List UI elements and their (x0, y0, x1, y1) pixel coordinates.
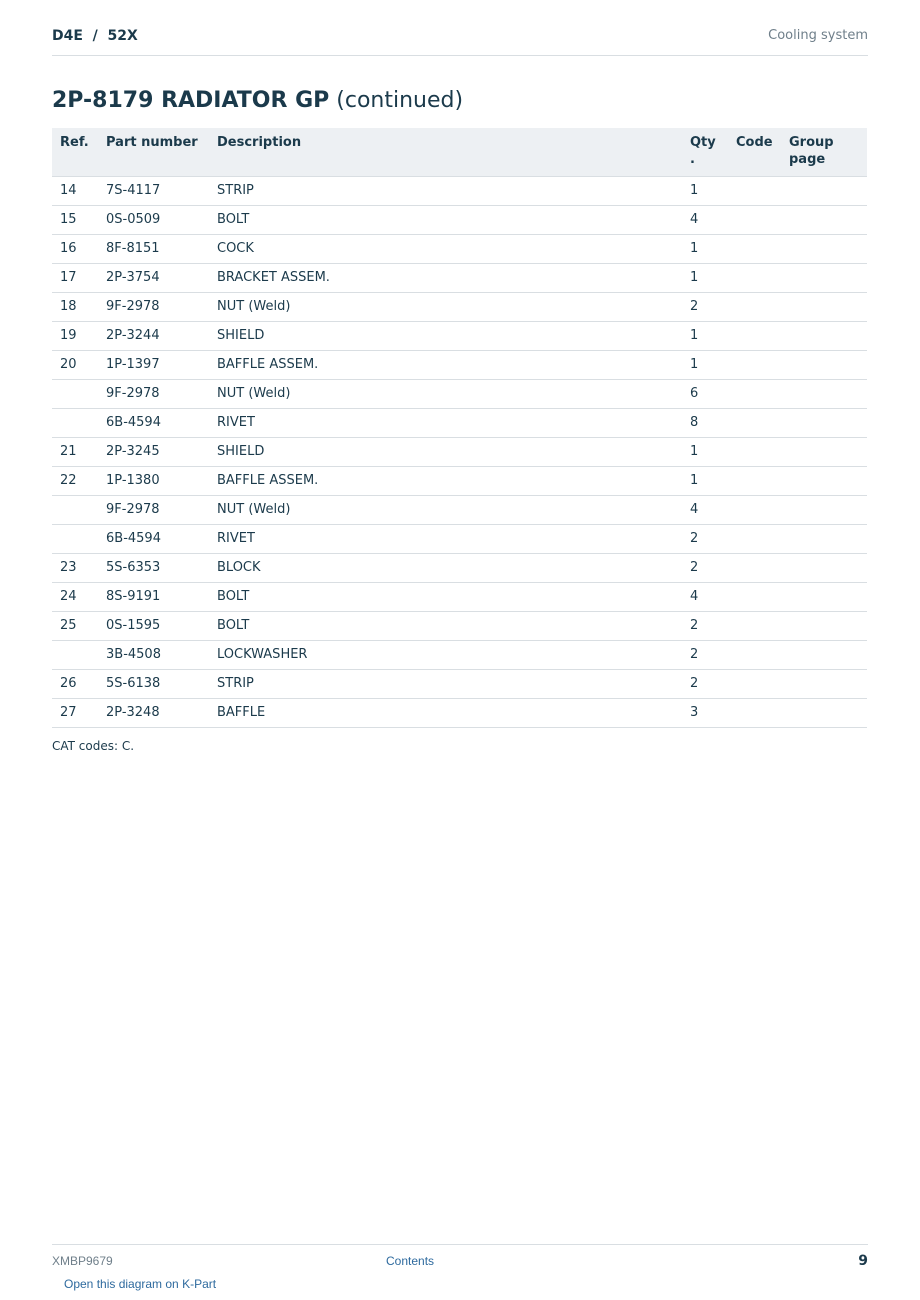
cell-part-number: 7S-4117 (98, 176, 209, 205)
cell-ref: 17 (52, 263, 98, 292)
cell-part-number: 2P-3754 (98, 263, 209, 292)
cell-qty: 4 (682, 205, 728, 234)
cell-group-page (781, 698, 867, 727)
table-row (52, 350, 867, 379)
table-row (52, 234, 867, 263)
cell-description: BRACKET ASSEM. (209, 263, 682, 292)
cell-ref: 18 (52, 292, 98, 321)
cell-code (728, 466, 781, 495)
cell-group-page (781, 640, 867, 669)
cell-code (728, 263, 781, 292)
page-footer (52, 1244, 868, 1291)
cell-description: STRIP (209, 669, 682, 698)
header-row (52, 128, 867, 176)
cell-description: BOLT (209, 611, 682, 640)
table-row (52, 292, 867, 321)
cell-code (728, 582, 781, 611)
cell-group-page (781, 582, 867, 611)
cell-part-number: 6B-4594 (98, 408, 209, 437)
cell-description: BAFFLE ASSEM. (209, 466, 682, 495)
col-header-description: Description (209, 128, 682, 176)
model-label: D4E / 52X (52, 28, 138, 44)
table-row (52, 321, 867, 350)
table-row (52, 205, 867, 234)
cell-ref: 16 (52, 234, 98, 263)
cell-description: STRIP (209, 176, 682, 205)
cell-group-page (781, 408, 867, 437)
cell-code (728, 669, 781, 698)
table-row (52, 176, 867, 205)
group-title: 2P-8179 RADIATOR GP (52, 88, 330, 113)
cell-code (728, 234, 781, 263)
cell-ref: 24 (52, 582, 98, 611)
cell-part-number: 2P-3245 (98, 437, 209, 466)
table-row (52, 379, 867, 408)
cell-ref: 19 (52, 321, 98, 350)
cell-qty: 1 (682, 437, 728, 466)
table-row (52, 669, 867, 698)
cell-description: NUT (Weld) (209, 292, 682, 321)
table-row (52, 263, 867, 292)
table-row (52, 553, 867, 582)
open-on-kpart-link[interactable]: Open this diagram on K-Part (64, 1277, 217, 1291)
cell-qty: 2 (682, 292, 728, 321)
cell-code (728, 176, 781, 205)
page-title (52, 88, 463, 113)
cell-group-page (781, 524, 867, 553)
cell-code (728, 553, 781, 582)
cell-code (728, 205, 781, 234)
cell-part-number: 8S-9191 (98, 582, 209, 611)
cell-ref (52, 379, 98, 408)
cell-part-number: 0S-1595 (98, 611, 209, 640)
parts-table (52, 128, 867, 728)
cell-qty: 4 (682, 495, 728, 524)
cell-ref (52, 495, 98, 524)
cell-ref (52, 524, 98, 553)
cell-group-page (781, 379, 867, 408)
cell-code (728, 321, 781, 350)
cell-group-page (781, 466, 867, 495)
cell-group-page (781, 321, 867, 350)
cell-qty: 1 (682, 176, 728, 205)
cell-part-number: 9F-2978 (98, 379, 209, 408)
parts-table-body (52, 176, 867, 727)
cell-ref: 25 (52, 611, 98, 640)
cell-qty: 2 (682, 553, 728, 582)
cell-description: BLOCK (209, 553, 682, 582)
cell-group-page (781, 350, 867, 379)
col-header-qty: Qty . (682, 128, 728, 176)
col-header-part-number: Part number (98, 128, 209, 176)
cell-qty: 1 (682, 350, 728, 379)
cell-qty: 8 (682, 408, 728, 437)
cell-description: NUT (Weld) (209, 379, 682, 408)
cell-part-number: 5S-6138 (98, 669, 209, 698)
cell-part-number: 2P-3248 (98, 698, 209, 727)
cell-description: BOLT (209, 582, 682, 611)
cell-part-number: 9F-2978 (98, 495, 209, 524)
cell-part-number: 8F-8151 (98, 234, 209, 263)
table-row (52, 466, 867, 495)
cell-qty: 1 (682, 263, 728, 292)
cell-ref: 14 (52, 176, 98, 205)
table-row (52, 582, 867, 611)
cell-part-number: 1P-1380 (98, 466, 209, 495)
cell-ref: 15 (52, 205, 98, 234)
cell-qty: 2 (682, 611, 728, 640)
cell-part-number: 1P-1397 (98, 350, 209, 379)
table-row (52, 495, 867, 524)
cell-group-page (781, 669, 867, 698)
table-row (52, 611, 867, 640)
cell-code (728, 350, 781, 379)
cell-ref: 27 (52, 698, 98, 727)
table-row (52, 408, 867, 437)
cell-code (728, 611, 781, 640)
cell-qty: 2 (682, 669, 728, 698)
cell-code (728, 495, 781, 524)
cell-group-page (781, 553, 867, 582)
col-header-group-page: Group page (781, 128, 867, 176)
cell-group-page (781, 292, 867, 321)
cell-group-page (781, 437, 867, 466)
cell-code (728, 408, 781, 437)
table-row (52, 524, 867, 553)
cell-qty: 4 (682, 582, 728, 611)
cell-ref: 23 (52, 553, 98, 582)
cell-code (728, 698, 781, 727)
cell-code (728, 379, 781, 408)
cell-ref (52, 408, 98, 437)
cell-description: BAFFLE ASSEM. (209, 350, 682, 379)
cell-qty: 2 (682, 524, 728, 553)
table-row (52, 437, 867, 466)
cell-group-page (781, 176, 867, 205)
cell-qty: 6 (682, 379, 728, 408)
cell-description: RIVET (209, 408, 682, 437)
cell-code (728, 437, 781, 466)
cell-code (728, 524, 781, 553)
page-number: 9 (858, 1253, 868, 1269)
cell-part-number: 3B-4508 (98, 640, 209, 669)
document-id: XMBP9679 (52, 1254, 113, 1268)
cell-description: NUT (Weld) (209, 495, 682, 524)
table-row (52, 698, 867, 727)
cell-ref (52, 640, 98, 669)
cell-qty: 2 (682, 640, 728, 669)
cell-part-number: 9F-2978 (98, 292, 209, 321)
cell-ref: 26 (52, 669, 98, 698)
cell-group-page (781, 263, 867, 292)
cell-part-number: 0S-0509 (98, 205, 209, 234)
cell-ref: 21 (52, 437, 98, 466)
contents-link[interactable]: Contents (386, 1254, 435, 1268)
cell-group-page (781, 495, 867, 524)
cell-description: RIVET (209, 524, 682, 553)
cell-group-page (781, 234, 867, 263)
col-header-code: Code (728, 128, 781, 176)
cell-part-number: 5S-6353 (98, 553, 209, 582)
cell-description: LOCKWASHER (209, 640, 682, 669)
cat-codes-note: CAT codes: C. (52, 739, 135, 753)
cell-code (728, 640, 781, 669)
cell-qty: 1 (682, 466, 728, 495)
cell-code (728, 292, 781, 321)
cell-description: BAFFLE (209, 698, 682, 727)
cell-description: SHIELD (209, 321, 682, 350)
cell-part-number: 2P-3244 (98, 321, 209, 350)
cell-qty: 1 (682, 321, 728, 350)
cell-description: SHIELD (209, 437, 682, 466)
section-name: Cooling system (768, 28, 868, 43)
parts-table-header (52, 128, 867, 176)
page-header (52, 28, 868, 56)
title-suffix: (continued) (336, 88, 464, 113)
cell-ref: 22 (52, 466, 98, 495)
cell-description: COCK (209, 234, 682, 263)
cell-qty: 1 (682, 234, 728, 263)
cell-qty: 3 (682, 698, 728, 727)
cell-ref: 20 (52, 350, 98, 379)
col-header-ref: Ref. (52, 128, 98, 176)
cell-part-number: 6B-4594 (98, 524, 209, 553)
cell-group-page (781, 611, 867, 640)
table-row (52, 640, 867, 669)
cell-description: BOLT (209, 205, 682, 234)
cell-group-page (781, 205, 867, 234)
